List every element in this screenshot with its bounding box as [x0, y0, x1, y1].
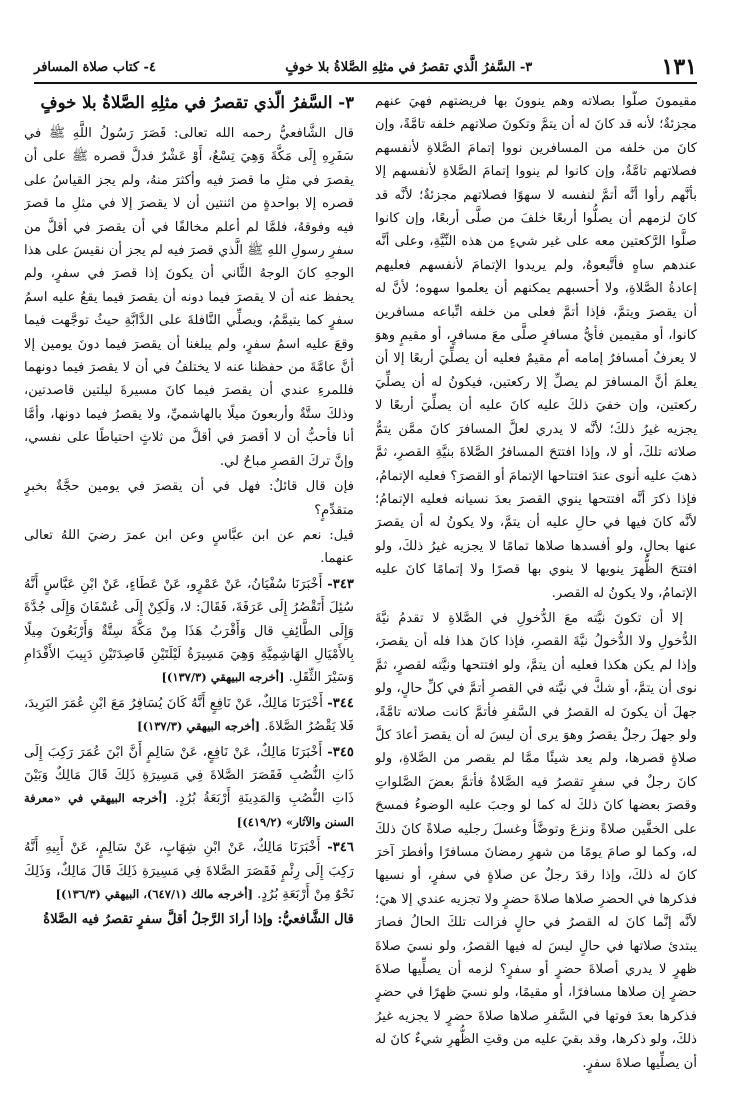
hadith-number: ٣٤٥- — [327, 744, 354, 760]
left-column — [24, 90, 354, 1099]
hadith-343 — [24, 573, 354, 690]
hadith-345 — [24, 741, 354, 835]
hadith-reference: [أخرجه البيهقي (١٣٧/٣)] — [161, 670, 285, 685]
hadith-number: ٣٤٣- — [327, 576, 354, 592]
hadith-reference: [أخرجه البيهقي (١٣٧/٣)] — [137, 719, 261, 734]
running-header — [34, 52, 697, 84]
hadith-346 — [24, 836, 354, 906]
answer-paragraph: قيل: نعم عن ابن عبَّاسٍ وعن ابن عمرَ رضيَ اللهُ تعالى عنهما. — [24, 527, 354, 567]
question-paragraph: فإن قال قائلٌ: فهل في أن يقصرَ في يومين حجَّةٌ بخبرٍ متقدِّمٍ؟ — [24, 479, 354, 518]
hadith-number: ٣٤٤- — [327, 695, 354, 711]
hadith-text: أَخْبَرَنَا مَالِكٌ، عَنْ ابْنِ شِهَابٍ، عَنْ سَالِمٍ، عَنْ أَبِيهِ أَنَّهُ رَكِبَ إِلَى رِئْمٍ فَقَصَرَ الصَّلاةَ فِي مَسِيرَةِ ذَلِكَ قَالَ مَالِكٌ، وَذَلِكَ نَحْوٌ مِنْ أَرْبَعَةِ بُرُدٍ. — [24, 840, 354, 902]
page-number: ١٣١ — [661, 54, 697, 80]
section-title: ٣- السَّفرُ الَّذي تقصرُ في مثلِهِ الصَّلاةُ بلا خوفٍ — [40, 93, 354, 112]
hadith-reference: [أخرجه البيهقي في «معرفة السنن والآثار» (٤١٩/٢)] — [24, 791, 354, 829]
hadith-reference: [أخرجه مالك (٦٤٧/١)، البيهقي (١٣٦/٣)] — [55, 887, 253, 901]
hadith-text: أَخْبَرَنَا سُفْيَانُ، عَنْ عَمْرٍو، عَنْ عَطَاءٍ، عَنْ ابْنِ عَبَّاسٍ أَنَّهُ سُئِلَ أَنَقْصُرُ إِلَى عَرَفَةَ، فَقَالَ: لا، وَلَكِنْ إِلَى عُسْفَانَ وَإِلَى جُدَّةَ وَإِلَى الطَّائِفِ قال وَأَقْرَبُ هَذَا مِنْ مَكَّةَ سِتَّةٌ وَأَرْبَعُونَ مِيلًا بِالأَمْيَالِ الهَاشِمِيَّةِ وَهِيَ مَسِيرَةُ لَيْلَتَيْنِ قَاصِدَتَيْنِ دَبِيبَ الأَقْدَامِ وَسَيْرَ الثِّقَلِ. — [24, 576, 354, 686]
hadith-number: ٣٤٦- — [327, 840, 354, 856]
hadith-text: أَخْبَرَنَا مَالِكٌ، عَنْ نَافِعٍ أَنَّهُ كَانَ يُسَافِرُ مَعَ ابْنِ عُمَرَ البَرِيدَ، فَلا يَقْصُرُ الصَّلاةَ. — [24, 695, 354, 735]
paragraph: إلا أن تكونَ نيَّته معَ الدُّخولِ في الصَّلاةِ لا تقدمُ نيَّةَ الدُّخولِ ولا الدُّخولُ نيَّةَ القصرِ، فإذا كانَ هذا فله أن يقصرَ، وإذا لم يكن هكذا فعليه أن يتمَّ، ولو افتتحها ونيَّته لقصرٍ، ثمَّ نوى أن يتمَّ، أو شكَّ في نيَّته في القصرِ أتمَّ في كلِّ حالٍ، ولو جهلَ أن يكونَ له القصرُ في السَّفرِ فأتمَّ كانت صلاته تامَّةً، ولو جهلَ رجلٌ يقصرُ وهوَ يرى أن ليسَ له أن يقصرَ أعادَ كلَّ صلاةٍ قصرها، ولم يعد شيئًا ممَّا لم يقصر من الصَّلاةِ، ولو كانَ رجلٌ في سفرٍ تقصرُ فيه الصَّلاةُ فأتمَّ بعضَ الصَّلواتِ وقصرَ بعضها كانَ ذلكَ له كما لو وجبَ عليه الوضوءُ فمسحَ على الخفَّين صلاةً ونزعَ وتوضَّأ وغسلَ رجليه صلاةً كانَ ذلكَ له، وكما لو صامَ يومًا من شهرِ رمضانَ مسافرًا وأفطرَ آخرَ كانَ له ذلكَ، وإذا رقدَ رجلٌ عن صلاةٍ في سفرٍ، أو نسيها فذكرها في الحضرِ صلاها صلاةَ حضرٍ ولا تجزيه عندي إلا هيَ؛ لأنَّه إنَّما كانَ له القصرُ في حالٍ فزالت تلكَ الحالُ فصارَ يبتدئ صلاتها في حالٍ ليسَ له فيها القصرُ، ولو نسيَ صلاةَ ظهرٍ لا يدري أصلاةَ حضرٍ أو سفرٍ؟ لزمه أن يصلِّيها صلاةَ حضرٍ إن صلاها مسافرًا، أو مقيمًا، ولو نسيَ ظهرًا في حضرٍ فذكرها بعدَ فوتها في السَّفرِ صلاها صلاةَ حضرٍ لا يجزيه غيرُ ذلكَ، ولو ذكرها، وقد بقيَ عليه من وقتِ الظُّهرِ شيءٌ كانَ له أن يصلِّيها صلاةَ سفرٍ. — [375, 610, 697, 1071]
closing-paragraph: قال الشَّافعيُّ: وإذا أرادَ الرَّجلُ أقلَّ سفرٍ تقصرُ فيه الصَّلاةُ — [43, 912, 354, 928]
paragraph: مقيمونَ صلَّوا بصلاته وهم ينوونَ بها فريضتهم فهيَ عنهم مجزئةٌ؛ لأنه قد كانَ له أن يتمَّ وتكونَ صلاتهم خلفه تامَّةً، وإن كانَ من خلفه من المسافرين نووا إتمامَ الصَّلاةِ لأنفسهم فصلاتهم تامَّةٌ، وإن كانوا لم ينووا إتمامَ الصَّلاةِ لأنفسهم إلا بأنَّهم رأوا أنَّه أتمَّ لنفسه لا سهوًا فصلاتهم مجزئةٌ؛ لأنَّه قد كانَ لزمهم أن يصلُّوا أربعًا خلفَ من صلَّى أربعًا، وإن كانوا صلَّوا الرَّكعتين معه على غير شيءٍ من هذه النِّيَّةِ، وعلى أنَّه عندهم ساهٍ فأتَّبعوهُ، ولم يريدوا الإتمامَ لأنفسهم فعليهم إعادةُ الصَّلاةِ، ولا أحسبهم يمكنهم أن يعلموا سهوه؛ لأنَّ له أن يقصرَ ويتمَّ، فإذا أتمَّ فعلى من خلفه اتِّباعه مسافرين كانوا، أو مقيمين فأيُّ مسافرٍ صلَّى معَ مسافرٍ، أو مقيمٍ وهوَ لا يعرفُ أمسافرٌ إمامه أم مقيمٌ فعليه أن يصلِّيَ أربعًا إلا أن يعلمَ أنَّ المسافرَ لم يصلِّ إلا ركعتين، فيكونُ له أن يصلِّيَ ركعتين، وإن خفيَ ذلكَ عليه كانَ عليه أن يصلِّيَ أربعًا لا يجزيه غيرُ ذلكَ؛ لأنَّه لا يدري لعلَّ المسافرَ كانَ ممَّن يتمُّ صلاته تلكَ، أو لا، وإذا افتتحَ المسافرُ الصَّلاةَ بنيَّةِ القصرِ، ثمَّ ذهبَ عليه أنوى عندَ افتتاحها الإتمامَ أو القصرَ؟ فعليه الإتمامُ، فإذا ذكرَ أنَّه افتتحها ينوي القصرَ بعدَ نسيانه فعليه الإتمامُ؛ لأنَّه كانَ فيها في حالِ عليه أن يتمَّ، ولا يكونُ له أن يقصرَ عنها بحالٍ، ولو أفسدها صلاها تمامًا لا يجزيه غيرُ ذلكَ، ولو افتتحَ الظُّهرَ ينويها لا ينوي بها قصرًا ولا إتمامًا كانَ عليه الإتمامُ، ولا يكونُ له القصر. — [375, 94, 697, 601]
hadith-text: أَخْبَرَنَا مَالِكٌ، عَنْ نَافِعٍ، عَنْ سَالِمٍ أَنَّ ابْنَ عُمَرَ رَكِبَ إِلَى ذَاتِ النُّصُبِ فَقَصَرَ الصَّلاةَ فِي مَسِيرَةِ ذَلِكَ قَالَ مَالِكٌ وَبَيْنَ ذَاتِ النُّصُبِ وَالمَدِينَةِ أَرْبَعَةُ بُرُدٍ. — [24, 744, 354, 807]
hadith-344 — [24, 692, 354, 739]
chapter-title: ٣- السَّفرُ الَّذي تقصرُ في مثلِهِ الصَّلاةُ بلا خوفٍ — [285, 59, 533, 75]
intro-paragraph: قال الشَّافعيُّ رحمه الله تعالى: قَصَرَ رَسُولُ اللَّهِ ﷺ في سَفَرِهِ إِلَى مَكَّةَ وَهِيَ تِسْعٌ، أَوْ عَشْرٌ فدلَّ قصره ﷺ على أن يقصرَ في مثلِ ما قصرَ فيه وأكثرَ منهُ، ولم يجز القياسُ على قصره إلا بواحدةٍ من اثنتين أن لا يقصرَ إلا في مثلِ ما قصرَ فيه وفوقهُ، فلمَّا لم أعلم مخالفًا في أن يقصرَ في أقلَّ من سفرِ رسولِ اللهِ ﷺ الَّذي قصرَ فيه لم يجز أن نقيسَ على هذا الوجهِ كانَ الوجهُ الثَّاني أن يكونَ إذا قصرَ في سفرٍ، ولم يحفظ عنه أن لا يقصرَ فيما دونه أن يقصرَ فيما يقعُ عليه اسمُ سفرٍ كما يتيمَّمُ، ويصلِّي النَّافلةَ على الدَّابَّةِ حيثُ توجَّهت فيما وقعَ عليه اسمُ سفرٍ، ولم يبلغنا أن يقصرَ فيما دونَ يومين إلا أنَّ عامَّةَ من حفظنا عنه لا يختلفُ في أن لا يقصرَ فيما دونهما فللمرءِ عندي أن يقصرَ فيما كانَ مسيرةَ ليلتين قاصدتين، وذلكَ ستَّةٌ وأربعونَ ميلًا بالهاشميِّ، ولا يقصرُ فيما دونها، وأمَّا أنا فأحبُّ أن لا أقصرَ في أقلَّ من ثلاثٍ احتياطًا على نفسي، وإنَّ تركَ القصرِ مباحٌ لي. — [24, 126, 354, 469]
book-title: ٤- كتاب صلاة المسافر — [34, 59, 156, 75]
right-column — [375, 90, 697, 1099]
